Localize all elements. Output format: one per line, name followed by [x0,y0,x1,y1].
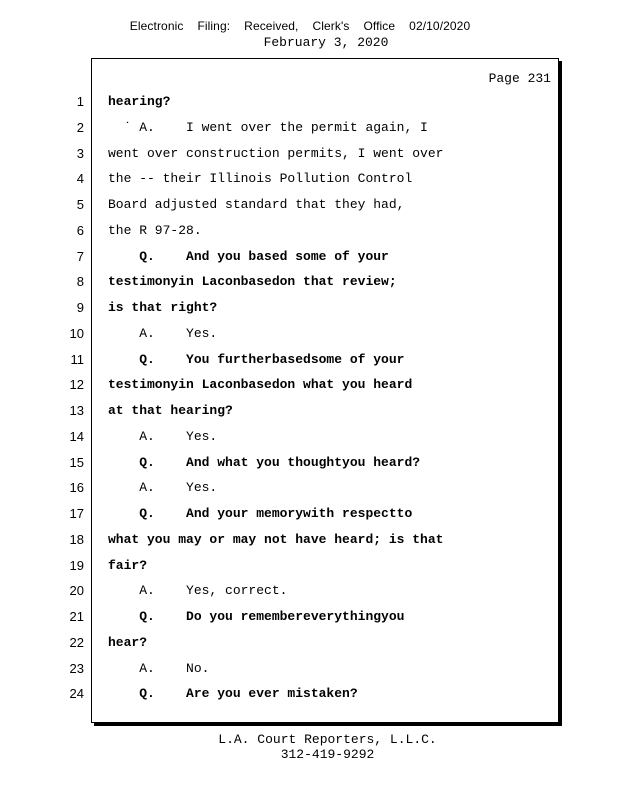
transcript-line-text: A. Yes, correct. [108,583,288,598]
transcript-line-text: went over construction permits, I went over [108,146,444,161]
line-number: 2 [76,120,84,135]
transcript-line-text: Board adjusted standard that they had, [108,197,405,212]
transcript-line-text: testimonyin Laconbasedon what you heard [108,377,413,392]
transcript-line-text: is that right? [108,300,218,315]
transcript-line-text: at that hearing? [108,403,233,418]
line-number: 17 [69,506,84,521]
transcript-line-text: fair? [108,558,148,573]
line-number: 5 [76,197,84,212]
line-number: 6 [76,223,84,238]
transcript-line-text: Q. Are you ever mistaken? [108,686,358,701]
transcript-line-text: hearing? [108,94,171,109]
line-number: 22 [69,635,84,650]
transcript-line-text: the R 97-28. [108,223,202,238]
transcript-line-text: Q. Do you remembereverythingyou [108,609,405,624]
transcript-line-text: Q. And what you thoughtyou heard? [108,455,421,470]
stamp-word: Received, [244,19,299,33]
stamp-word: Electronic [129,19,184,33]
page-number: Page 231 [488,71,551,86]
transcript-line-text: A. No. [108,661,210,676]
stamp-word: 02/10/2020 [409,19,471,33]
transcript-line-text: A. Yes. [108,326,218,341]
stamp-word: Clerk's [312,19,350,33]
line-number: 9 [76,300,84,315]
transcript-line-text: Q. You furtherbasedsome of your [108,352,405,367]
stamp-word: Office [363,19,396,33]
line-number: 24 [69,686,84,701]
line-number: 1 [76,94,84,109]
transcript-line-text: what you may or may not have heard; is that [108,532,444,547]
footer-phone: 312-419-9292 [280,747,375,762]
line-number: 18 [69,532,84,547]
line-number: 19 [69,558,84,573]
line-number: 20 [69,583,84,598]
line-number: 8 [76,274,84,289]
line-number: 23 [69,661,84,676]
transcript-line-text: hear? [108,635,148,650]
transcript-line-text: ˙ A. I went over the permit again, I [108,120,428,135]
transcript-date: February 3, 2020 [263,35,389,50]
transcript-line-text: the -- their Illinois Pollution Control [108,171,413,186]
stamp-word: Filing: [197,19,231,33]
line-number: 13 [69,403,84,418]
electronic-filing-stamp [0,19,600,33]
line-number: 7 [76,249,84,264]
transcript-line-text: testimonyin Laconbasedon that review; [108,274,397,289]
transcript-line-text: A. Yes. [108,429,218,444]
line-number: 10 [69,326,84,341]
transcript-line-text: Q. And you based some of your [108,249,389,264]
line-number: 11 [70,352,84,367]
transcript-line-text: Q. And your memorywith respectto [108,506,413,521]
footer-company: L.A. Court Reporters, L.L.C. [218,732,437,747]
line-number: 15 [69,455,84,470]
line-number: 14 [69,429,84,444]
line-number: 3 [76,146,84,161]
line-number: 16 [69,480,84,495]
transcript-line-text: A. Yes. [108,480,218,495]
line-number: 12 [69,377,84,392]
line-number: 21 [69,609,84,624]
line-number: 4 [76,171,84,186]
